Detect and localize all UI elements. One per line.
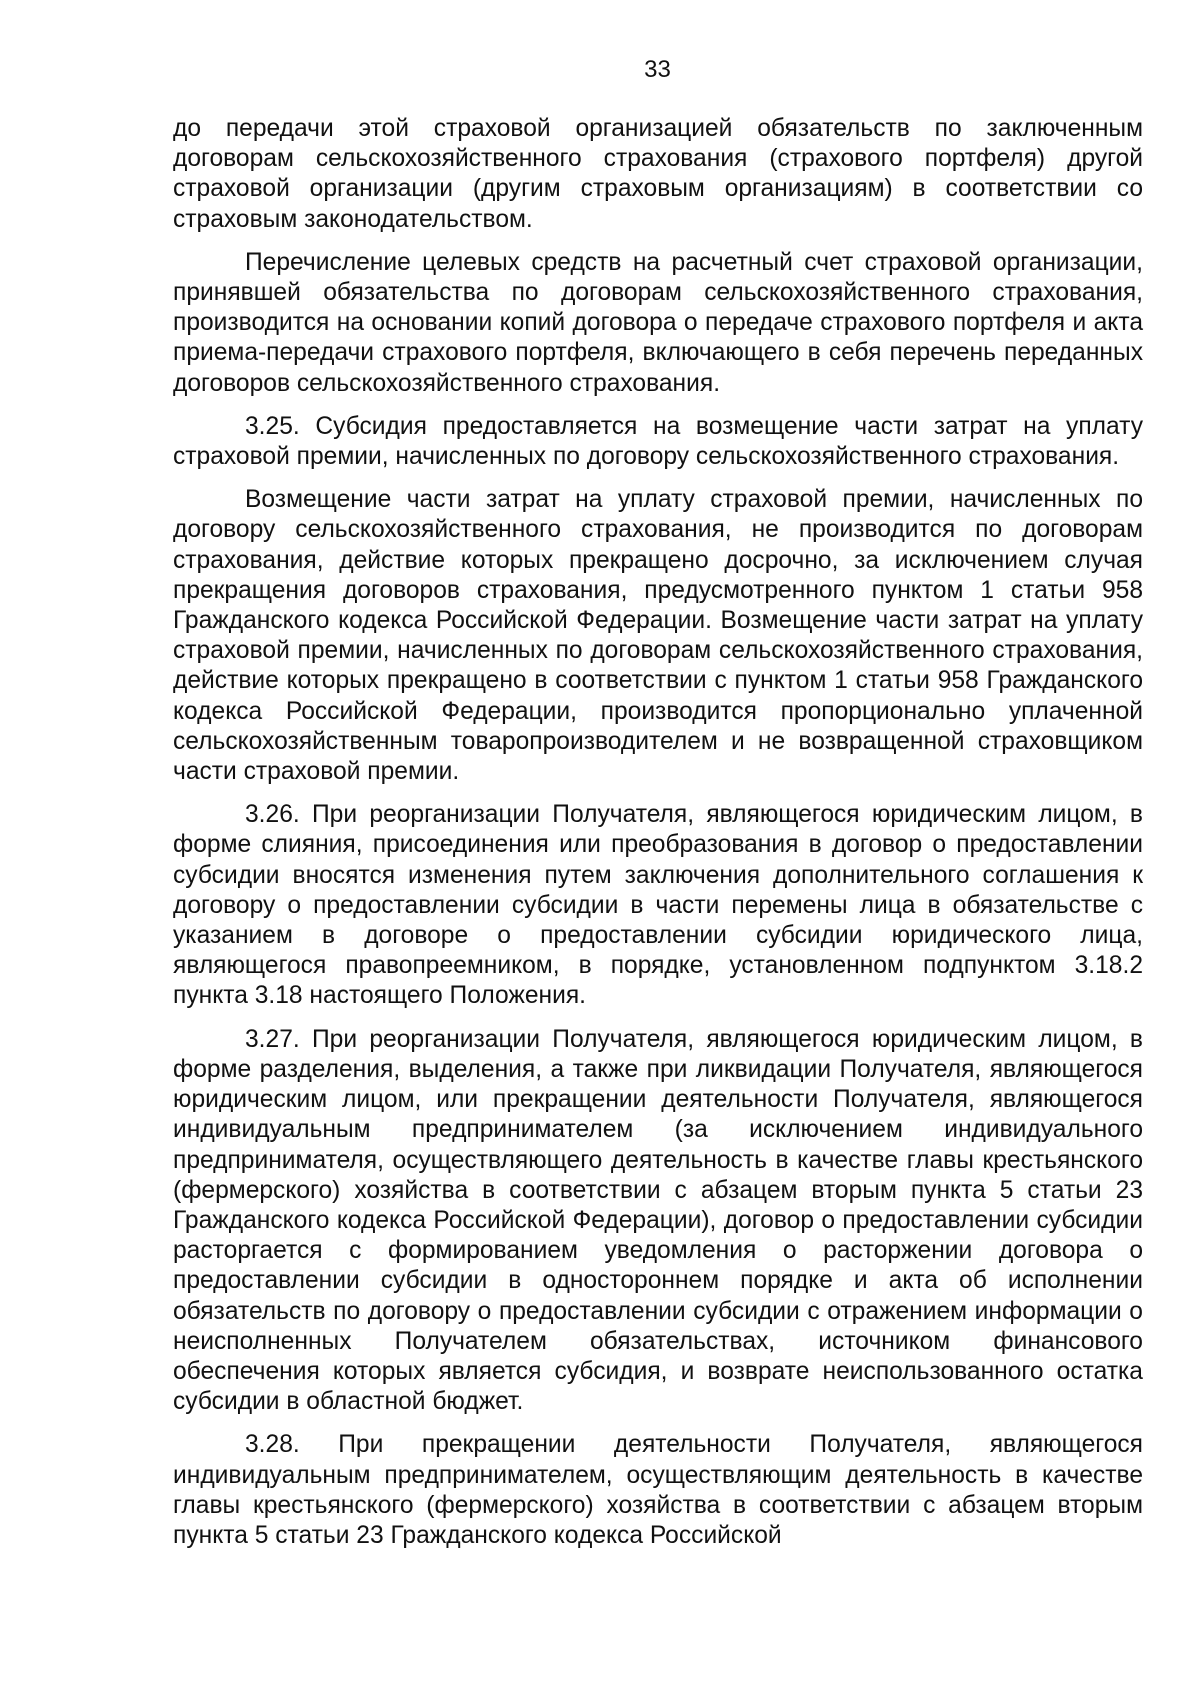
paragraph-3-28: 3.28. При прекращении деятельности Получателя, являющегося индивидуальным предпринимателем, осуществляющим деятельность в качестве главы крестьянского (фермерского) хозяйства в соответствии с абзацем вторым пункта 5 статьи 23 Гражданского кодекса Российской: [173, 1431, 1143, 1549]
paragraph-3-25: 3.25. Субсидия предоставляется на возмещение части затрат на уплату страховой премии, начисленных по договору сельскохозяйственного страхования.: [173, 412, 1143, 471]
paragraph-reimbursement: Возмещение части затрат на уплату страховой премии, начисленных по договору сельскохозяйственного страхования, не производится по договорам страхования, действие которых прекращено досрочно, за исключением случая прекращения договоров страхования, предусмотренного пунктом 1 статьи 958 Гражданского кодекса Российской Федерации. Возмещение части затрат на уплату страховой премии, начисленных по договорам сельскохозяйственного страхования, действие которых прекращено в соответствии с пунктом 1 статьи 958 Гражданского кодекса Российской Федерации, производится пропорционально уплаченной сельскохозяйственным товаропроизводителем и не возвращенной страховщиком части страховой премии.: [173, 486, 1143, 786]
paragraph-continuation: до передачи этой страховой организацией обязательств по заключенным договорам сельскохозяйственного страхования (страхового портфеля) другой страховой организации (другим страховым организациям) в соответствии со страховым законодательством.: [173, 115, 1143, 233]
document-body: [173, 114, 1143, 1551]
paragraph-3-26: 3.26. При реорганизации Получателя, являющегося юридическим лицом, в форме слияния, присоединения или преобразования в договор о предоставлении субсидии вносятся изменения путем заключения дополнительного соглашения к договору о предоставлении субсидии в части перемены лица в обязательстве с указанием в договоре о предоставлении субсидии юридического лица, являющегося правопреемником, в порядке, установленном подпунктом 3.18.2 пункта 3.18 настоящего Положения.: [173, 801, 1143, 1010]
paragraph-3-27: 3.27. При реорганизации Получателя, являющегося юридическим лицом, в форме разделения, выделения, а также при ликвидации Получателя, являющегося юридическим лицом, или прекращении деятельности Получателя, являющегося индивидуальным предпринимателем (за исключением индивидуального предпринимателя, осуществляющего деятельность в качестве главы крестьянского (фермерского) хозяйства в соответствии с абзацем вторым пункта 5 статьи 23 Гражданского кодекса Российской Федерации), договор о предоставлении субсидии расторгается с формированием уведомления о расторжении договора о предоставлении субсидии в одностороннем порядке и акта об исполнении обязательств по договору о предоставлении субсидии с отражением информации о неисполненных Получателем обязательствах, источником финансового обеспечения которых является субсидия, и возврате неиспользованного остатка субсидии в областной бюджет.: [173, 1025, 1143, 1416]
page-number: 33: [644, 56, 671, 83]
paragraph-transfer-funds: Перечисление целевых средств на расчетный счет страховой организации, принявшей обязательства по договорам сельскохозяйственного страхования, производится на основании копий договора о передаче страхового портфеля и акта приема-передачи страхового портфеля, включающего в себя перечень переданных договоров сельскохозяйственного страхования.: [173, 248, 1143, 397]
